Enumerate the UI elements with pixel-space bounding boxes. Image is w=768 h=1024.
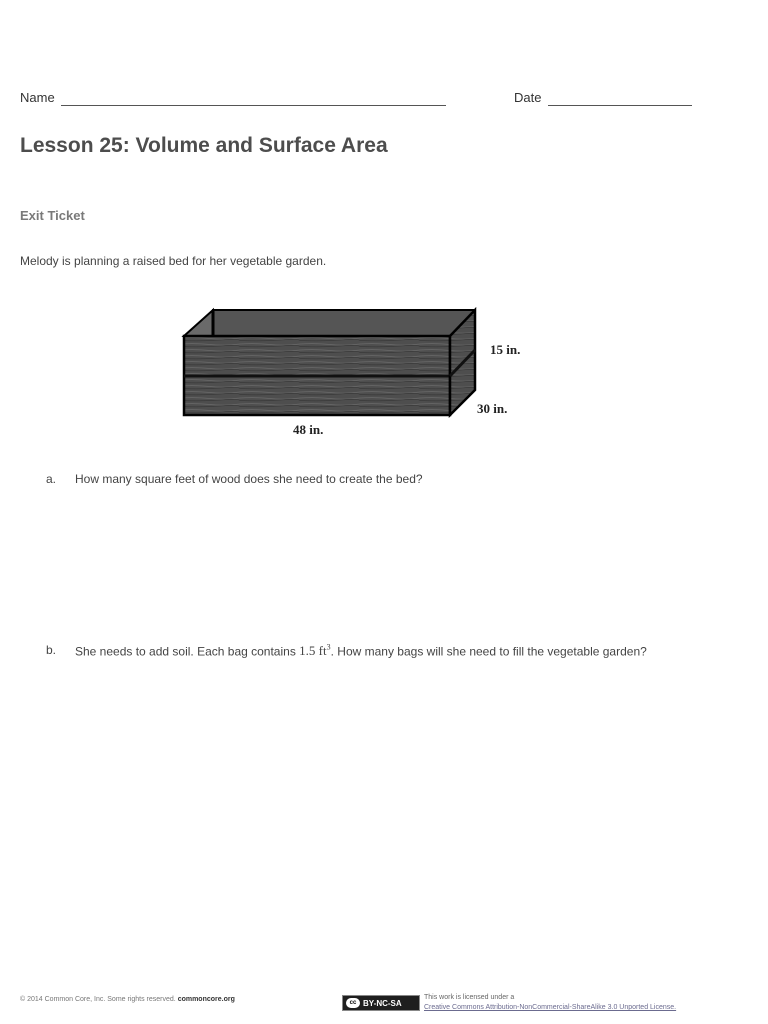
- cc-license-badge: [342, 995, 420, 1011]
- back-wall: [213, 310, 475, 336]
- name-date-row: [20, 90, 720, 110]
- question-b-letter: b.: [46, 643, 57, 657]
- question-b-text-before: She needs to add soil. Each bag contains: [75, 644, 300, 659]
- question-b-text-after: . How many bags will she need to fill the vegetable garden?: [330, 644, 647, 659]
- question-b-text: [75, 643, 647, 659]
- section-subtitle: Exit Ticket: [20, 208, 85, 223]
- footer-copyright: © 2014 Common Core, Inc. Some rights reserved. commoncore.org: [20, 996, 235, 1003]
- raised-bed-drawing: [180, 300, 540, 440]
- left-inner-side: [184, 310, 213, 336]
- question-b: [46, 643, 726, 659]
- depth-label: 30 in.: [477, 401, 508, 416]
- cc-badge-text: BY-NC-SA: [363, 998, 402, 1008]
- date-field[interactable]: [548, 105, 692, 106]
- name-field[interactable]: [61, 105, 446, 106]
- length-label: 48 in.: [293, 422, 324, 437]
- question-a: [46, 472, 726, 488]
- date-label: Date: [514, 90, 542, 105]
- height-label: 15 in.: [490, 342, 521, 357]
- question-a-letter: a.: [46, 472, 57, 486]
- footer-license: [424, 993, 676, 1013]
- license-line: This work is licensed under a: [424, 994, 515, 1001]
- page-title: Lesson 25: Volume and Surface Area: [20, 134, 388, 157]
- question-a-text: How many square feet of wood does she need to create the bed?: [75, 472, 423, 486]
- problem-intro: Melody is planning a raised bed for her vegetable garden.: [20, 254, 327, 268]
- cc-icon: cc: [346, 998, 360, 1008]
- question-b-math: 1.5 $ft^3$: [299, 643, 331, 659]
- footer-site-link[interactable]: commoncore.org: [177, 996, 235, 1003]
- raised-bed-figure: [180, 300, 540, 440]
- license-link[interactable]: Creative Commons Attribution-NonCommercial-ShareAlike 3.0 Unported License.: [424, 1004, 677, 1011]
- name-label: Name: [20, 90, 55, 105]
